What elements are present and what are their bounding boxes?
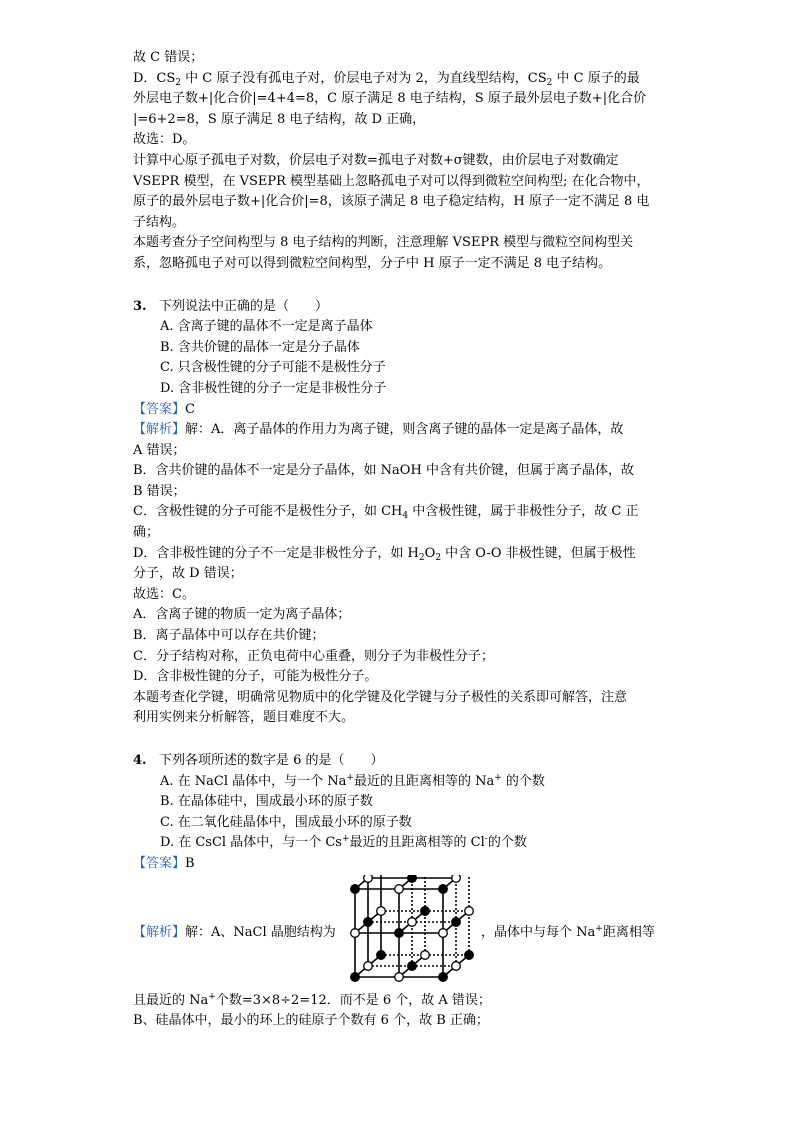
ion-black bbox=[377, 950, 386, 959]
text-line: A．含离子键的物质一定为离子晶体； bbox=[133, 607, 351, 623]
document-page bbox=[133, 48, 669, 1032]
text-line: 本题考查化学键，明确常见物质中的化学键及化学键与分子极性的关系即可解答，注意 bbox=[133, 689, 628, 705]
ion-white bbox=[465, 906, 474, 915]
text-line: 确； bbox=[133, 525, 160, 541]
q3-option-c: C. 只含极性键的分子可能不是极性分子 bbox=[160, 360, 386, 376]
ion-white bbox=[452, 875, 461, 882]
text-line: B．离子晶体中可以存在共价键； bbox=[133, 628, 325, 644]
text-line: B．含共价键的晶体不一定是分子晶体，如 NaOH 中含有共价键，但属于离子晶体，故 bbox=[133, 463, 634, 479]
q4-option-d: D. 在 CsCl 晶体中，与一个 Cs+最近的且距离相等的 Cl-的个数 bbox=[160, 834, 527, 851]
q3-analysis: 【解析】解：A．离子晶体的作用力为离子键，则含离子键的晶体一定是离子晶体，故 bbox=[133, 422, 624, 438]
q4-analysis-trail: ，晶体中与每个 Na+距离相等 bbox=[481, 923, 655, 940]
ion-black bbox=[364, 917, 373, 926]
answer-tag: 【答案】 bbox=[133, 401, 186, 417]
text-line: B 错误； bbox=[133, 483, 186, 499]
text-line: 子结构。 bbox=[133, 214, 186, 230]
ion-white bbox=[364, 961, 373, 970]
text-line: 原子的最外层电子数+|化合价|=8，该原子满足 8 电子稳定结构，H 原子一定不满足 8 电 bbox=[133, 194, 650, 210]
ion-white bbox=[452, 961, 461, 970]
question-3-stem: 3. 下列说法中正确的是（ ） bbox=[133, 297, 669, 318]
question-4-stem: 4. 下列各项所述的数字是 6 的是（ ） bbox=[133, 751, 669, 772]
text-line: 利用实例来分析解答，题目难度不大。 bbox=[133, 710, 355, 726]
text-line: 故选：C。 bbox=[133, 586, 195, 602]
q3-option-d: D. 含非极性键的分子一定是非极性分子 bbox=[160, 380, 387, 396]
ion-white bbox=[408, 917, 417, 926]
ion-black bbox=[395, 928, 404, 937]
ion-black bbox=[439, 884, 448, 893]
ion-white bbox=[377, 906, 386, 915]
ion-white bbox=[395, 884, 404, 893]
ion-black bbox=[421, 906, 430, 915]
text-line: 计算中心原子孤电子对数，价层电子对数=孤电子对数+σ键数，由价层电子对数确定 bbox=[133, 152, 619, 168]
q4-answer: 【答案】B bbox=[133, 855, 195, 871]
text-line: 故选：D。 bbox=[133, 132, 196, 148]
q4-analysis-lead: 【解析】解：A、NaCl 晶胞结构为 bbox=[133, 924, 336, 940]
ion-black bbox=[439, 972, 448, 981]
question-number: 3. bbox=[133, 298, 147, 314]
text-line: |=6+2=8，S 原子满足 8 电子结构，故 D 正确， bbox=[133, 111, 426, 127]
text-line: 分子，故 D 错误； bbox=[133, 566, 243, 582]
ion-black bbox=[452, 917, 461, 926]
text-line: 故 C 错误； bbox=[133, 50, 204, 65]
answer-tag: 【答案】 bbox=[133, 855, 186, 871]
q3-option-a: A. 含离子键的晶体不一定是离子晶体 bbox=[160, 319, 373, 335]
analysis-tag: 【解析】 bbox=[133, 924, 186, 940]
ion-black bbox=[351, 884, 360, 893]
ion-white bbox=[439, 928, 448, 937]
analysis-tag: 【解析】 bbox=[133, 422, 186, 438]
q4-option-b: B. 在晶体硅中，围成最小环的原子数 bbox=[160, 794, 373, 810]
ion-white bbox=[395, 972, 404, 981]
text-line: C．分子结构对称，正负电荷中心重叠，则分子为非极性分子； bbox=[133, 648, 494, 664]
ion-black bbox=[408, 961, 417, 970]
text-line: 且最近的 Na+个数=3×8÷2=12．而不是 6 个，故 A 错误； bbox=[133, 991, 491, 1008]
q4-option-a: A. 在 NaCl 晶体中，与一个 Na+最近的且距离相等的 Na+ 的个数 bbox=[160, 772, 545, 789]
q4-analysis-with-figure bbox=[133, 875, 669, 991]
text-line: B、硅晶体中，最小的环上的硅原子个数有 6 个，故 B 正确； bbox=[133, 1013, 489, 1029]
ion-white bbox=[421, 950, 430, 959]
text-line: C．含极性键的分子可能不是极性分子，如 $CH_4$ 中含极性键，属于非极性分子，故 C 正 bbox=[133, 504, 639, 522]
text-line: D．含非极性键的分子不一定是非极性分子，如 $H_2O_2$ 中含 O-O 非极性键，但属于极性 bbox=[133, 545, 636, 563]
nacl-unit-cell-figure bbox=[345, 875, 479, 991]
q4-option-c: C. 在二氧化硅晶体中，围成最小环的原子数 bbox=[160, 814, 412, 830]
text-line: A 错误； bbox=[133, 442, 186, 458]
question-number: 4. bbox=[133, 753, 147, 768]
q3-answer: 【答案】C bbox=[133, 401, 195, 417]
text-line: VSEPR 模型，在 VSEPR 模型基础上忽略孤电子对可以得到微粒空间构型; 在化合物中， bbox=[133, 173, 650, 189]
text-line: 本题考查分子空间构型与 8 电子结构的判断，注意理解 VSEPR 模型与微粒空间构型关 bbox=[133, 235, 634, 251]
ion-white bbox=[364, 875, 373, 882]
ion-black bbox=[408, 875, 417, 882]
text-line: D．$CS_2$ 中 C 原子没有孤电子对，价层电子对为 2，为直线型结构，$CS_2$ 中 C 原子的最 bbox=[133, 70, 640, 88]
q3-option-b: B. 含共价键的晶体一定是分子晶体 bbox=[160, 339, 360, 355]
ion-black bbox=[465, 950, 474, 959]
text-line: 外层电子数+|化合价|=4+4=8，C 原子满足 8 电子结构，S 原子最外层电子数+|化合价 bbox=[133, 91, 647, 107]
ion-white bbox=[351, 928, 360, 937]
ion-black bbox=[351, 972, 360, 981]
text-line: 系，忽略孤电子对可以得到微粒空间构型，分子中 H 原子一定不满足 8 电子结构。 bbox=[133, 255, 612, 271]
text-line: D．含非极性键的分子，可能为极性分子。 bbox=[133, 669, 378, 685]
